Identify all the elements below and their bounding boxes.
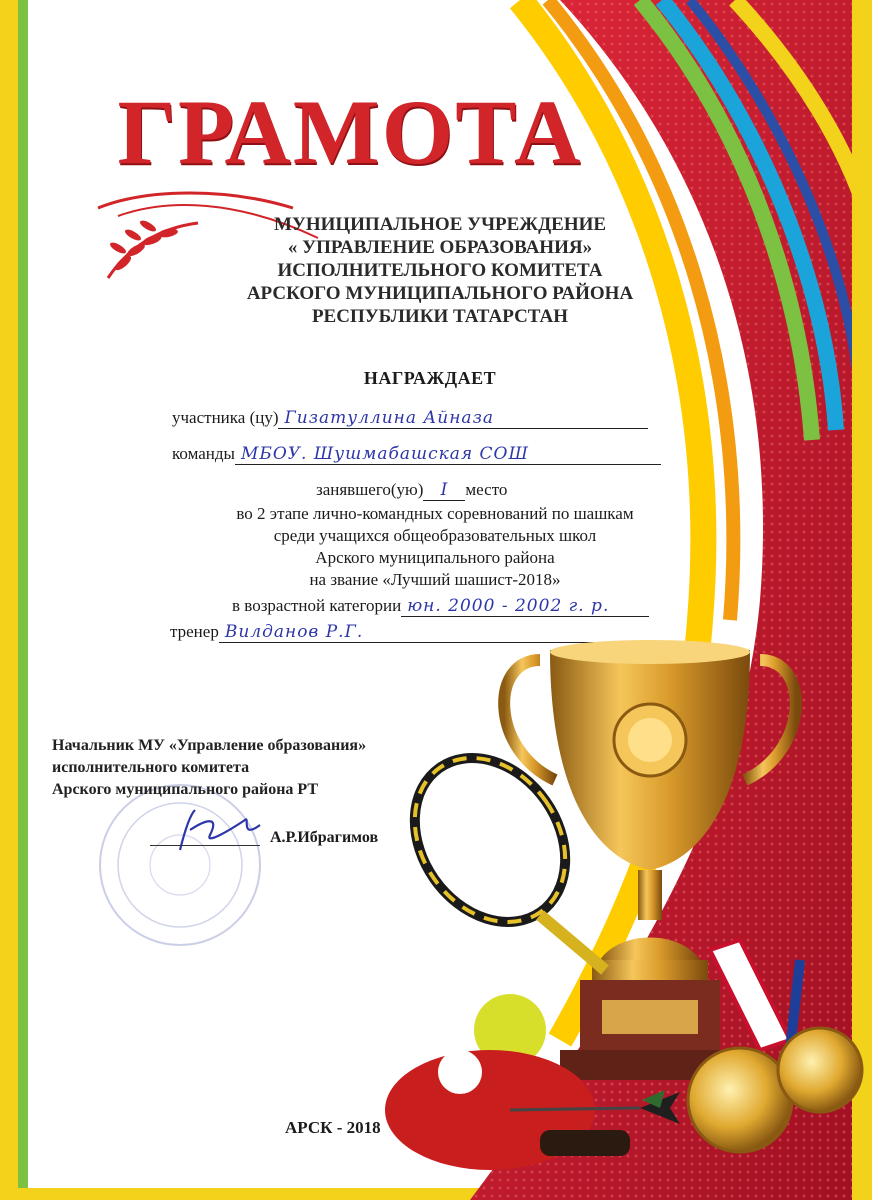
awards-heading: НАГРАЖДАЕТ <box>363 368 497 388</box>
event-line: во 2 этапе лично-командных соревнований по шашкам <box>236 504 634 523</box>
signature-block <box>52 735 366 801</box>
place-row <box>316 480 507 501</box>
footer-place-year: АРСК - 2018 <box>285 1118 381 1137</box>
participant-value: Гизатуллина Айназа <box>278 408 648 429</box>
event-line: Арского муниципального района <box>315 548 555 567</box>
org-line: МУНИЦИПАЛЬНОЕ УЧРЕЖДЕНИЕ <box>273 214 607 235</box>
event-line: на звание «Лучший шашист-2018» <box>309 570 561 589</box>
age-category-label: в возрастной категории <box>232 596 402 615</box>
signature-line: Начальник МУ «Управление образования» <box>52 737 367 754</box>
certificate-title: ГРАМОТА <box>117 81 583 183</box>
event-line: среди учащихся общеобразовательных школ <box>273 526 597 545</box>
coach-value: Вилданов Р.Г. <box>219 622 645 643</box>
org-line: « УПРАВЛЕНИЕ ОБРАЗОВАНИЯ» <box>287 237 593 258</box>
signature-underline <box>150 845 260 846</box>
organization-block <box>180 213 700 328</box>
handwritten-signature <box>150 800 270 860</box>
team-label: команды <box>172 444 235 463</box>
age-category-row <box>232 596 649 617</box>
org-line: РЕСПУБЛИКИ ТАТАРСТАН <box>311 306 569 327</box>
place-suffix: место <box>465 480 508 499</box>
place-value: I <box>423 480 465 501</box>
sports-illustration <box>380 630 872 1200</box>
age-category-value: юн. 2000 - 2002 г. р. <box>401 596 649 617</box>
team-value: МБОУ. Шушмабашская СОШ <box>235 444 661 465</box>
participant-row <box>172 408 648 429</box>
event-description <box>150 503 720 591</box>
org-line: ИСПОЛНИТЕЛЬНОГО КОМИТЕТА <box>277 260 603 281</box>
signature-line: Арского муниципального района РТ <box>52 781 319 798</box>
place-label: занявшего(ую) <box>316 480 424 499</box>
signature-line: исполнительного комитета <box>52 759 250 776</box>
team-row <box>172 444 661 465</box>
signer-name: А.Р.Ибрагимов <box>270 829 379 846</box>
coach-label: тренер <box>170 622 219 641</box>
participant-label: участника (цу) <box>172 408 279 427</box>
org-line: АРСКОГО МУНИЦИПАЛЬНОГО РАЙОНА <box>246 283 634 304</box>
